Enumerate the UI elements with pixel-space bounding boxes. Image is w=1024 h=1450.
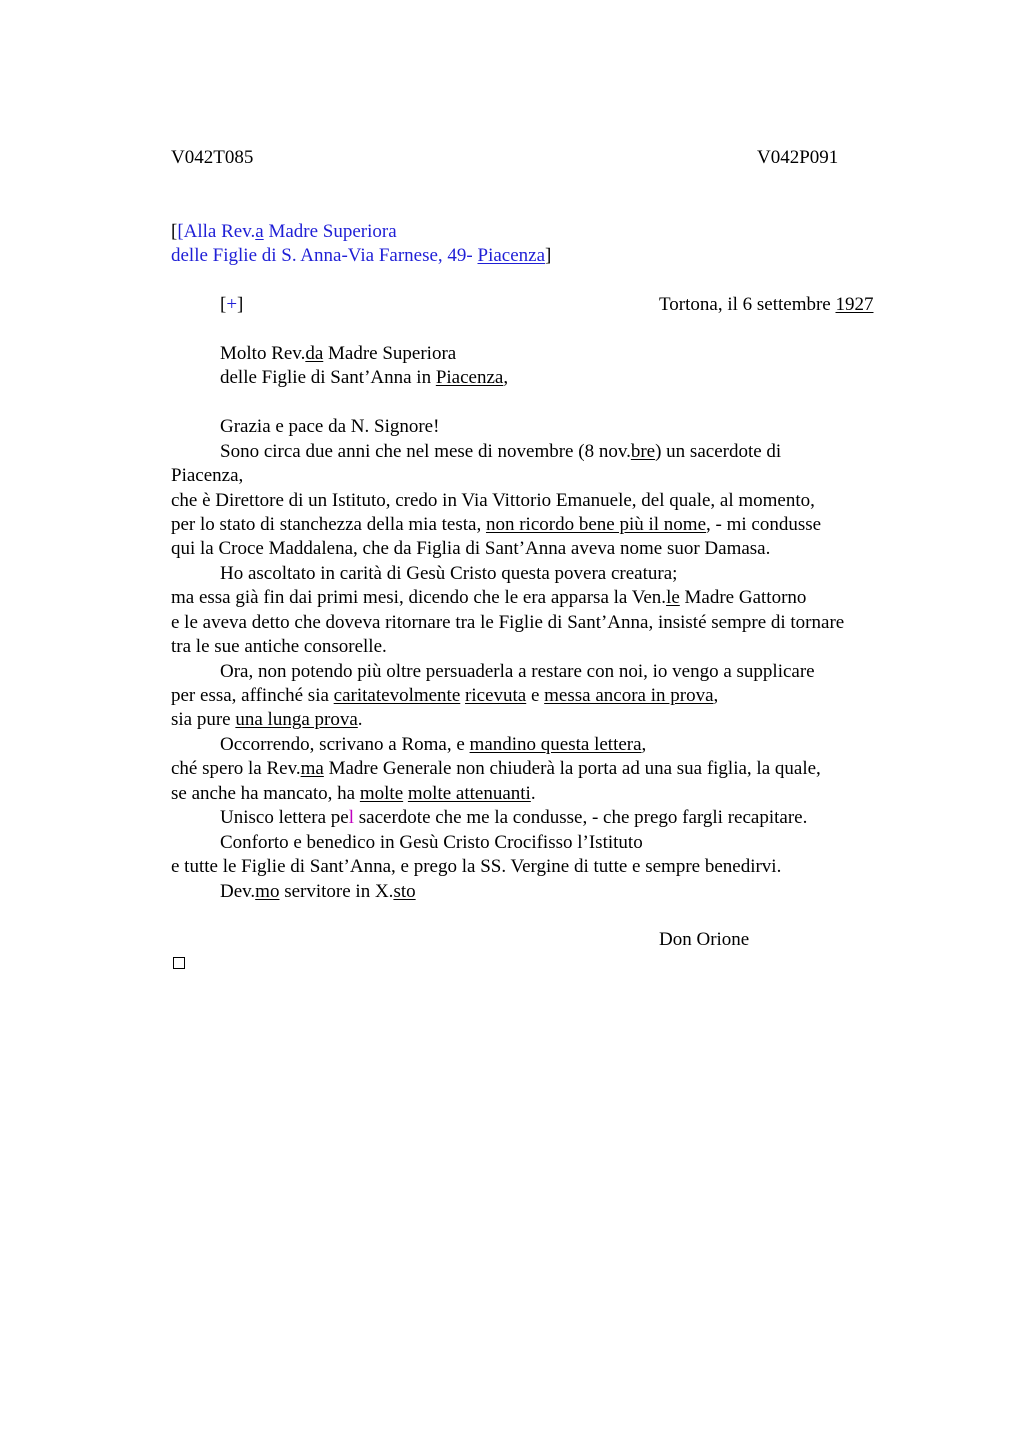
text-run: . [530,783,536,804]
address-bracket-close: ] [545,245,552,266]
abbrev-run: bre [630,441,656,462]
text-run: , - mi condusse [706,514,822,535]
body-line: Ora, non potendo più oltre persuaderla a restare con noi, io vengo a supplicare [220,661,815,682]
text-run: e [526,685,545,706]
salutation-title: Molto Rev. [220,343,306,364]
address-bracket-open: [ [171,221,178,242]
text-run: Madre Gattorno [679,587,807,608]
salutation-line-2 [220,366,508,390]
address-street: delle Figlie di S. Anna-Via Farnese, 49- [171,245,478,266]
address-title-abbrev: a [255,221,264,242]
body-line: e tutte le Figlie di Sant’Anna, e prego la SS. Vergine di tutte e sempre benedirvi. [171,856,782,877]
underlined-run: molte [359,783,404,804]
body-line [171,708,363,732]
text-run: per essa, affinché sia [171,685,334,706]
body-line: Conforto e benedico in Gesù Cristo Crocifisso l’Istituto [220,832,643,853]
end-square-icon [173,957,185,969]
address-recipient: Madre Superiora [263,221,397,242]
underlined-run: mandino questa lettera [469,734,642,755]
body-line: Ho ascoltato in carità di Gesù Cristo questa povera creatura; [220,563,678,584]
place-date [659,293,873,317]
text-run: ) un sacerdote di [655,441,782,462]
document-code-right: V042P091 [757,147,839,168]
text-run: per lo stato di stanchezza della mia testa, [171,514,486,535]
body-line [171,757,821,781]
address-line-2 [171,244,551,268]
correction-run: l [348,807,355,828]
text-run: , [641,734,647,755]
text-run: Madre Generale non chiuderà la porta ad una sua figlia, la quale, [323,758,821,779]
body-line [220,440,781,464]
salutation-abbrev: da [305,343,324,364]
body-line [171,782,536,806]
salutation-order: delle Figlie di Sant’Anna in [220,367,436,388]
address-title: [Alla Rev. [177,221,256,242]
abbrev-run: le [666,587,680,608]
body-line [171,513,821,537]
body-line [171,684,718,708]
text-run: , [713,685,719,706]
underlined-run: messa ancora in prova [544,685,714,706]
body-line [220,733,646,757]
salutation-line-1 [220,342,456,366]
signature: Don Orione [659,929,750,950]
text-run: . [357,709,363,730]
text-run: ma essa già fin dai primi mesi, dicendo che le era apparsa la Ven. [171,587,667,608]
text-run: Unisco lettera pe [220,807,349,828]
body-line [171,586,806,610]
underlined-run: non ricordo bene più il nome [485,514,706,535]
cross-bracket-open: [ [220,294,227,315]
body-line [220,806,807,830]
body-line: e le aveva detto che doveva ritornare tra le Figlie di Sant’Anna, insisté sempre di tornare [171,612,845,633]
place-date-text: Tortona, il 6 settembre [659,294,836,315]
abbrev-run: ma [300,758,324,779]
text-run: se anche ha mancato, ha [171,783,360,804]
underlined-run: caritatevolmente [333,685,461,706]
cross-mark [220,293,243,317]
salutation-city: Piacenza [435,367,504,388]
body-line: tra le sue antiche consorelle. [171,636,387,657]
abbrev-run: mo [255,881,280,902]
text-run: servitore in X. [279,881,394,902]
text-run: Dev. [220,881,256,902]
text-run: Occorrendo, scrivano a Roma, e [220,734,470,755]
salutation-comma: , [503,367,509,388]
underlined-run: molte attenuanti [407,783,531,804]
body-line: qui la Croce Maddalena, che da Figlia di Sant’Anna aveva nome suor Damasa. [171,538,771,559]
underlined-run: una lunga prova [235,709,358,730]
body-line: Piacenza, [171,465,244,486]
closing-line [220,880,416,904]
text-run: sia pure [171,709,236,730]
text-run: ché spero la Rev. [171,758,301,779]
abbrev-run: sto [393,881,416,902]
salutation-recipient: Madre Superiora [323,343,457,364]
greeting: Grazia e pace da N. Signore! [220,416,440,437]
document-code-left: V042T085 [171,147,254,168]
date-year: 1927 [835,294,874,315]
cross-icon: + [226,294,238,315]
cross-bracket-close: ] [237,294,244,315]
address-line-1 [171,220,397,244]
address-city: Piacenza [477,245,546,266]
text-run: Sono circa due anni che nel mese di novembre (8 nov. [220,441,631,462]
body-line: che è Direttore di un Istituto, credo in Via Vittorio Emanuele, del quale, al momento, [171,490,815,511]
text-run: sacerdote che me la condusse, - che prego fargli recapitare. [354,807,808,828]
underlined-run: ricevuta [465,685,527,706]
